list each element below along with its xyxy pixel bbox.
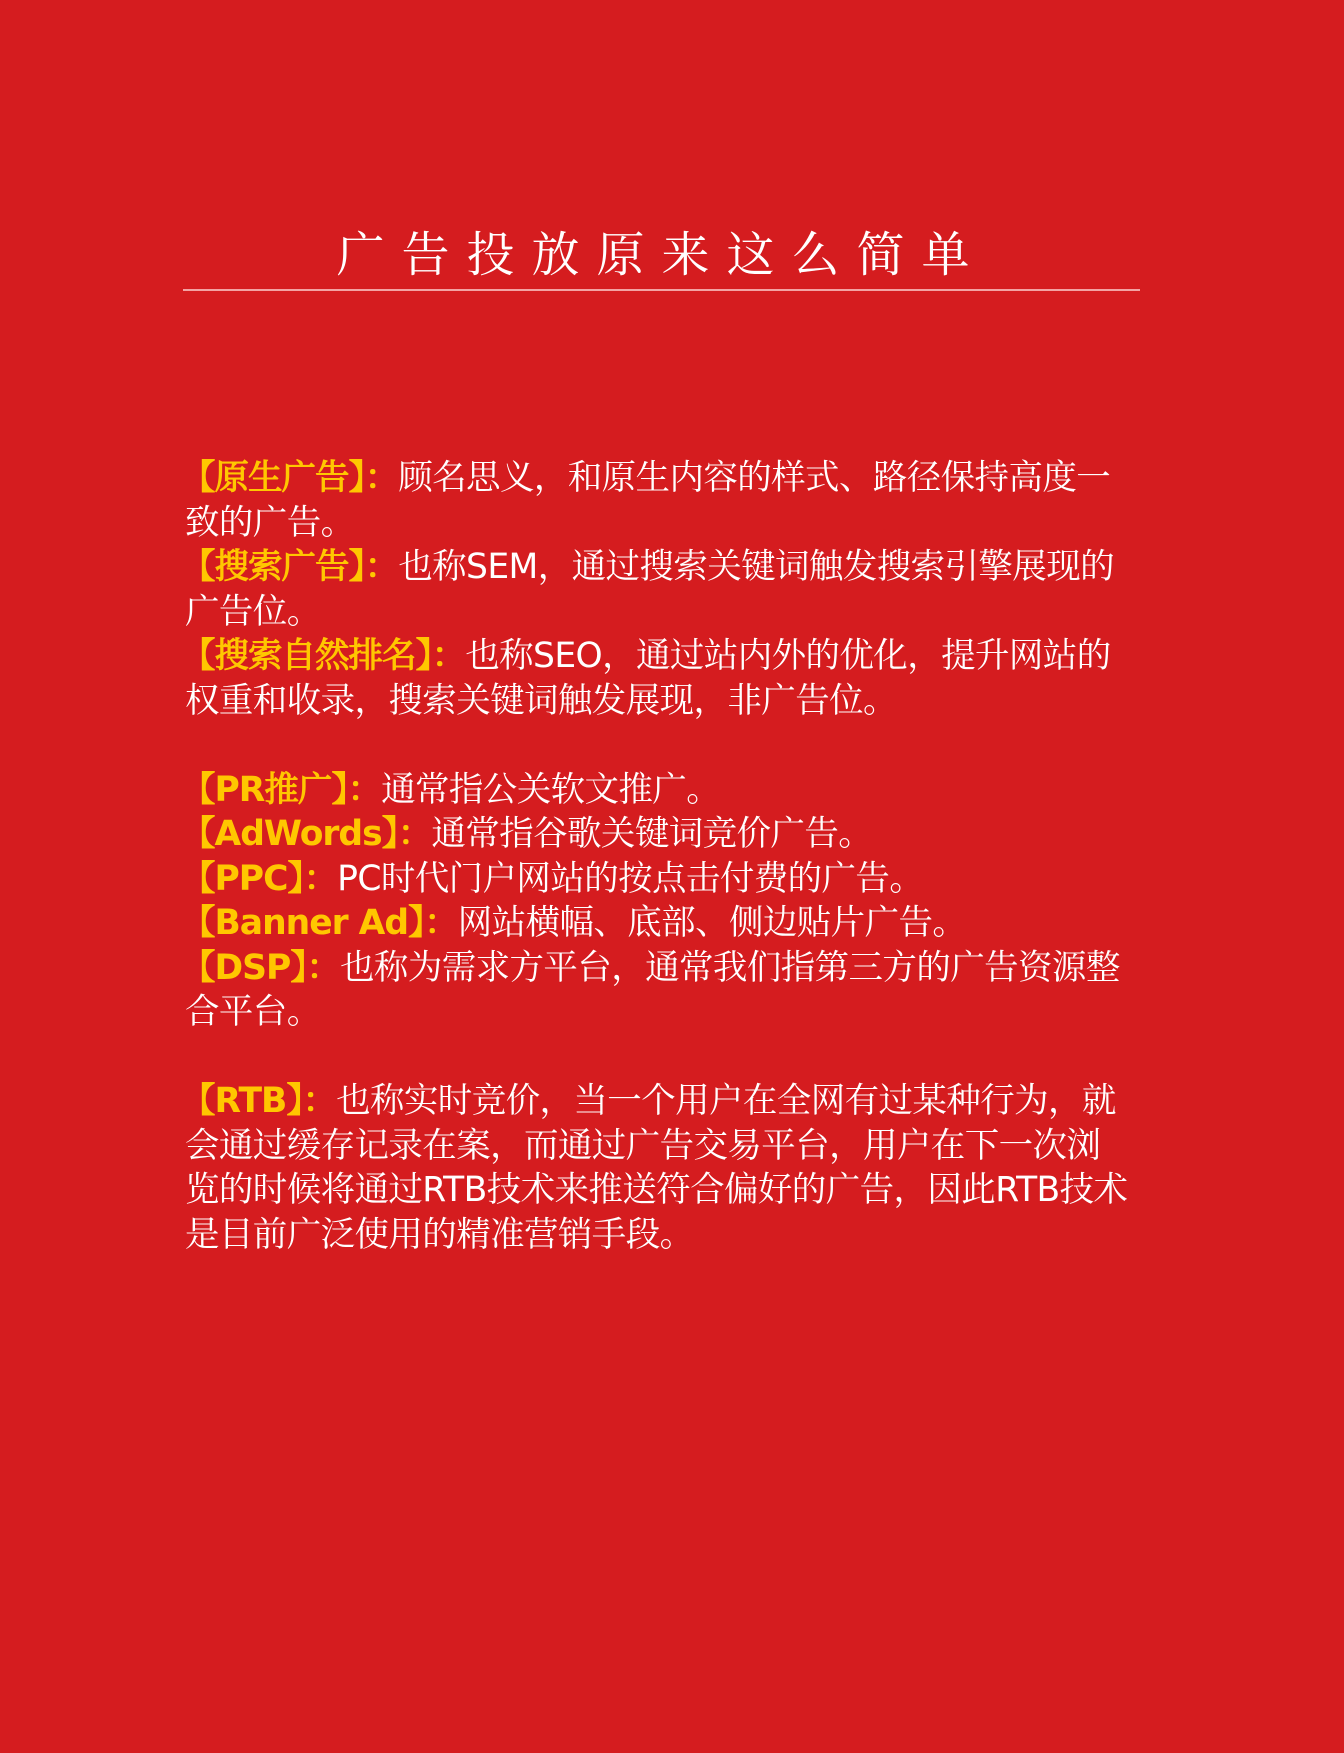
- entry-term: 【搜索自然排名】：: [181, 636, 466, 676]
- glossary: [181, 456, 1130, 1257]
- entry-term: 【RTB】：: [181, 1081, 337, 1121]
- entry-description: 通常指谷歌关键词竞价广告。: [431, 814, 873, 854]
- entry-term: 【DSP】：: [181, 947, 341, 988]
- entry-organic-ranking: [181, 634, 1130, 723]
- entry-banner-ad: [181, 901, 1130, 946]
- entry-rtb: [181, 1079, 1130, 1257]
- entry-description: PC时代门户网站的按点击付费的广告。: [337, 858, 924, 899]
- entry-description: 网站横幅、底部、侧边贴片广告。: [457, 903, 967, 943]
- entry-term: 【原生广告】：: [181, 458, 399, 498]
- entry-pr: [181, 768, 1130, 813]
- entry-search-ads: [181, 545, 1130, 634]
- entry-term: 【Banner Ad】：: [181, 903, 458, 943]
- entry-term: 【搜索广告】：: [181, 547, 399, 587]
- entry-description: 也称实时竞价，当一个用户在全网有过某种行为，就会通过缓存记录在案，而通过广告交易平台，用户在下一次浏览的时候将通过RTB技术来推送符合偏好的广告，因此RTB技术是目前广泛使用的精准营销手段。: [185, 1081, 1128, 1255]
- entry-description: 也称SEO，通过站内外的优化，提升网站的权重和收录，搜索关键词触发展现，非广告位。: [185, 636, 1111, 721]
- entry-term: 【PR推广】：: [181, 769, 382, 810]
- entry-description: 通常指公关软文推广。: [381, 769, 721, 810]
- entry-adwords: [181, 812, 1130, 857]
- entry-description: 也称为需求方平台，通常我们指第三方的广告资源整合平台。: [185, 947, 1120, 1032]
- entry-ppc: [181, 857, 1130, 902]
- entry-dsp: [181, 946, 1130, 1035]
- entry-native-ads: [181, 456, 1130, 545]
- title-divider: [183, 289, 1140, 291]
- entry-description: 也称SEM，通过搜索关键词触发搜索引擎展现的广告位。: [185, 547, 1115, 632]
- page-title: 广告投放原来这么简单: [336, 227, 987, 283]
- entry-term: 【PPC】：: [181, 858, 338, 899]
- entry-description: 顾名思义，和原生内容的样式、路径保持高度一致的广告。: [185, 458, 1111, 543]
- entry-term: 【AdWords】：: [181, 814, 432, 854]
